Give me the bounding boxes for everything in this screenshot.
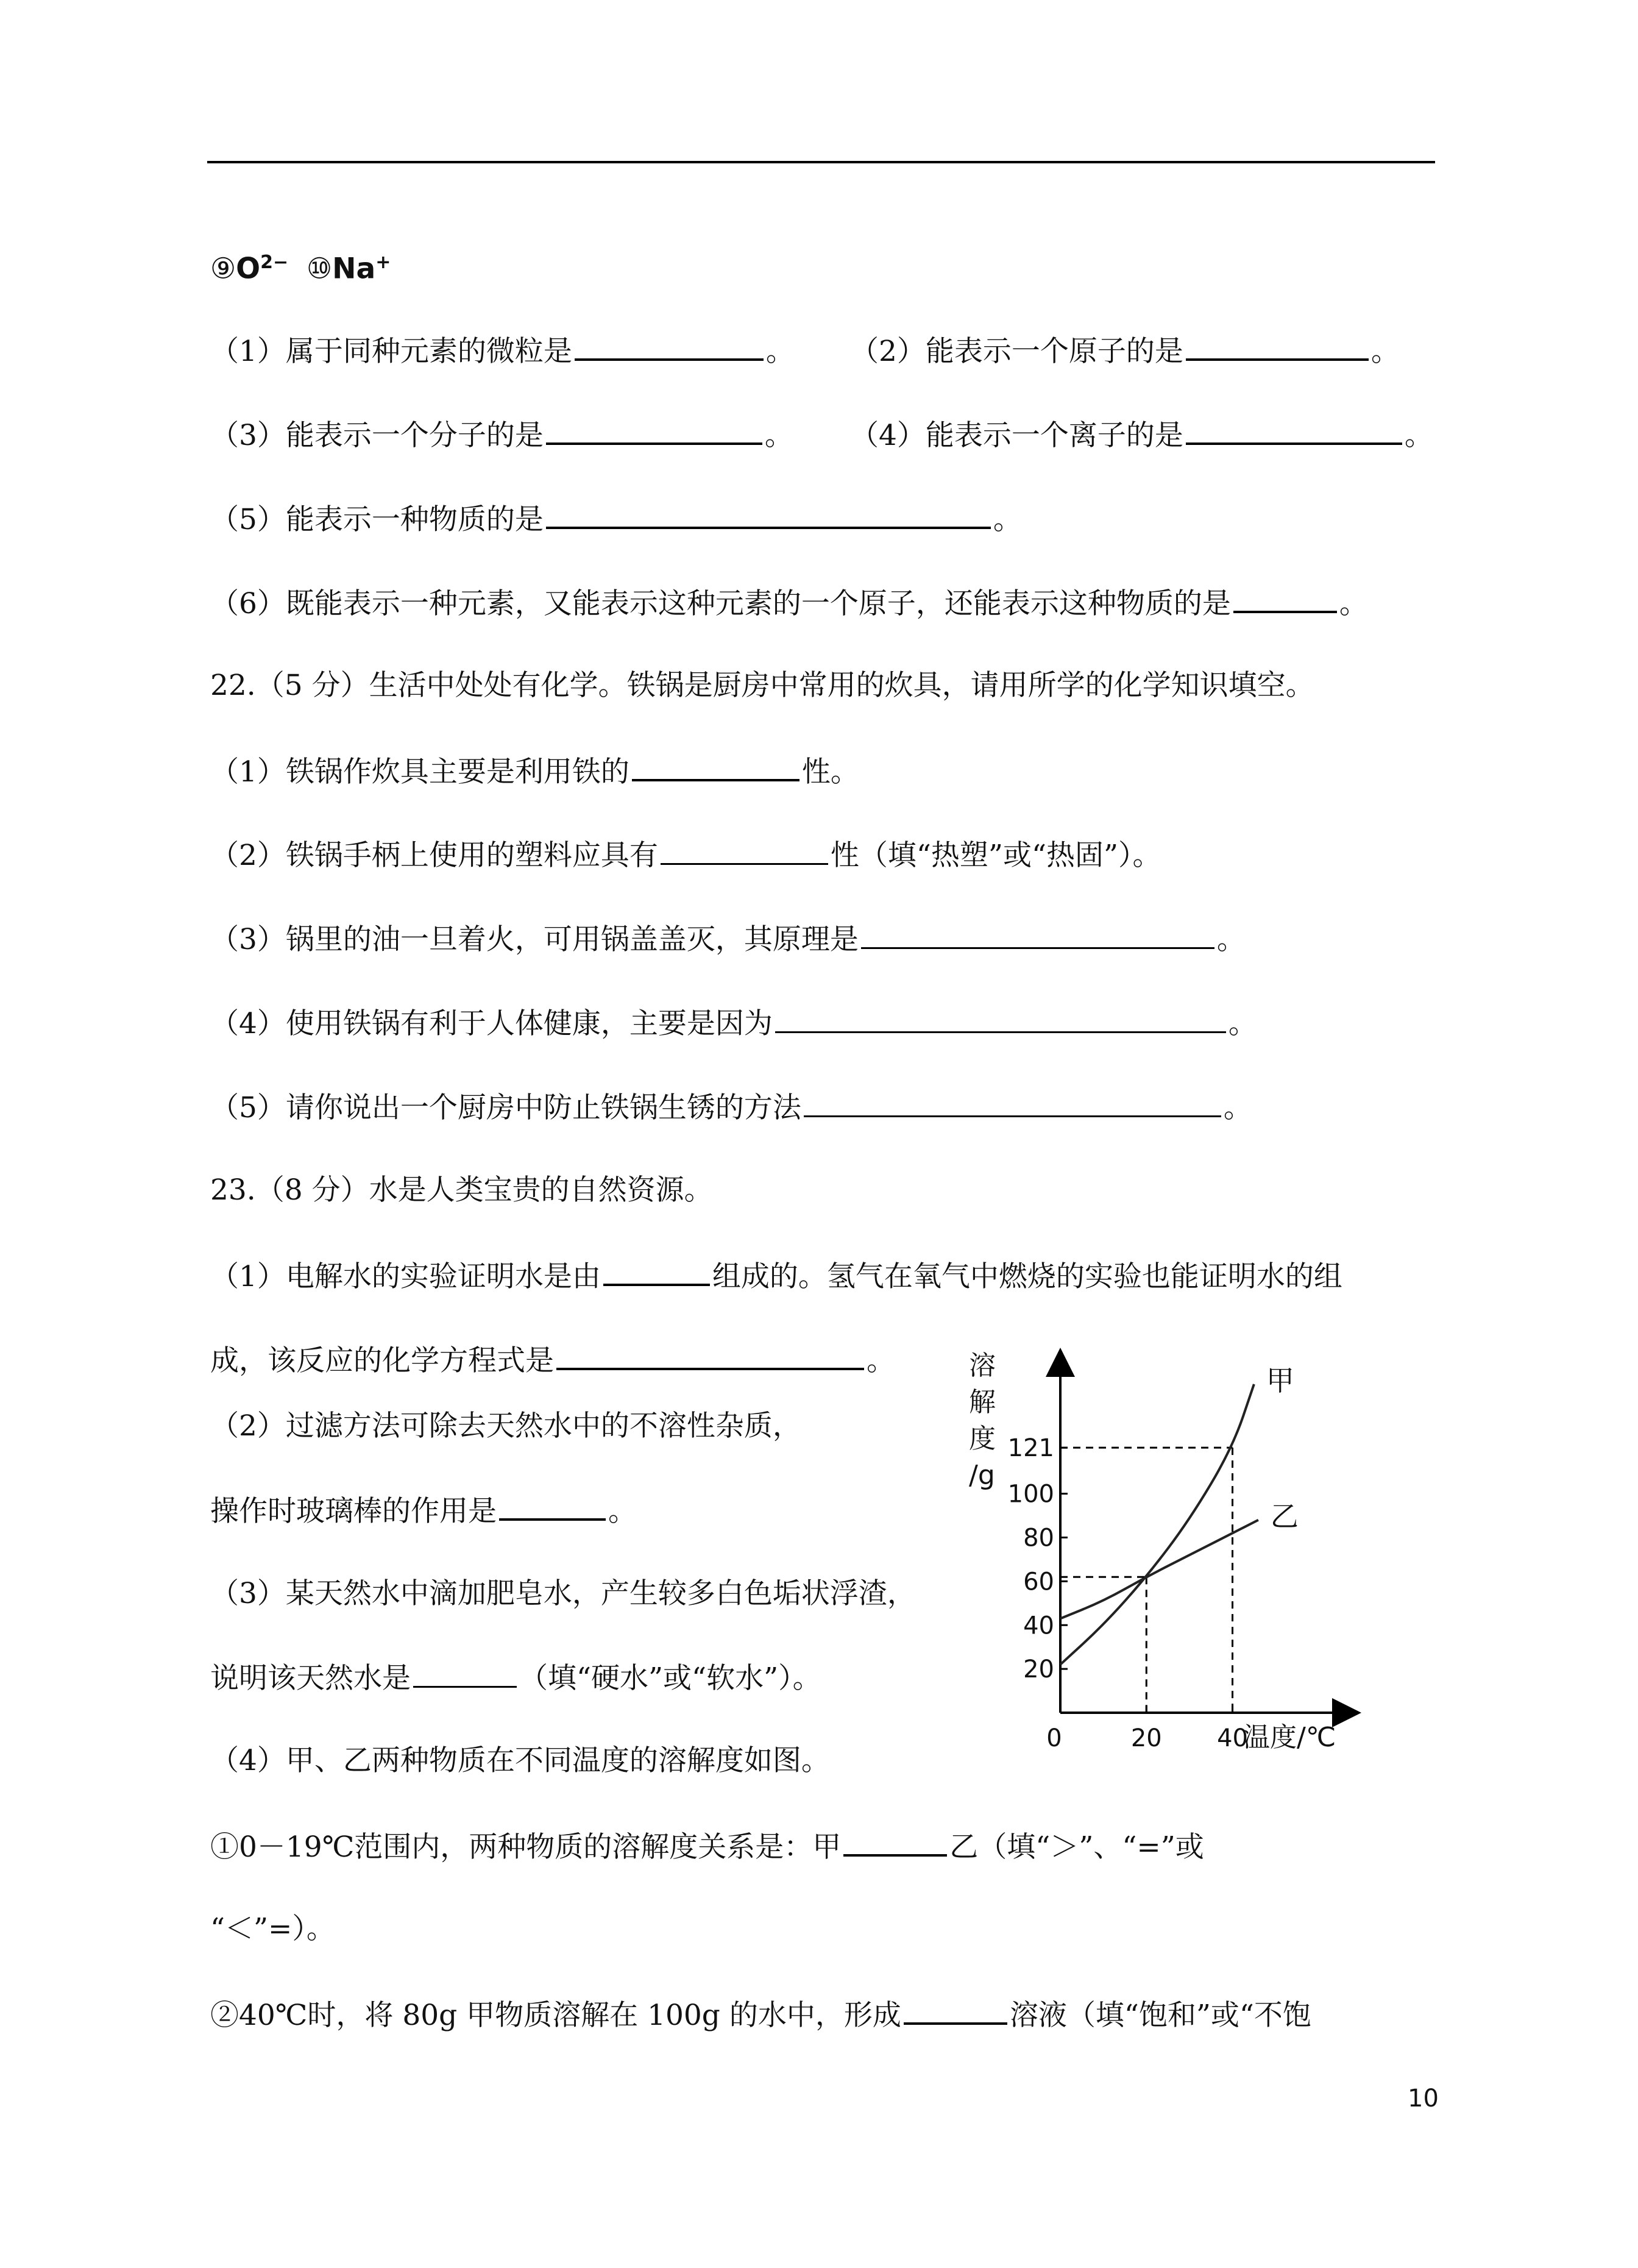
q22-title: 22.（5 分）生活中处处有化学。铁锅是厨房中常用的炊具，请用所学的化学知识填空。 [210,669,1314,702]
answer-blank[interactable] [804,1085,1221,1117]
answer-blank[interactable] [499,1488,606,1521]
y-tick-label: 20 [1023,1655,1054,1684]
q23-part3-line2-end: （填“硬水”或“软水”）。 [519,1662,821,1695]
q21-part6-text: （6）既能表示一种元素，又能表示这种元素的一个原子，还能表示这种物质的是 [210,587,1231,620]
series-curve-yi [1060,1520,1258,1619]
chart-labels [969,1350,1336,1753]
item9-mark: ⑨ [210,252,236,286]
q21-part5 [210,496,1022,541]
y-axis-label-char: /g [969,1460,995,1491]
x-axis-label: 温度/℃ [1243,1722,1336,1753]
x-tick-label: 20 [1130,1724,1162,1752]
q23-part2-line2 [210,1488,637,1533]
q22-part3-end: 。 [1216,923,1246,956]
q23-sub1-text: ①0－19℃范围内，两种物质的溶解度关系是：甲 [210,1830,842,1864]
q22-part1-text: （1）铁锅作炊具主要是利用铁的 [210,755,629,789]
answer-blank[interactable] [632,748,800,781]
sodium-ion-charge: + [375,252,391,273]
q23-sub2-continuation: 溶液（填“饱和”或“不饱 [1009,1999,1311,2032]
q22-part1 [210,748,859,794]
series-label: 甲 [1266,1363,1294,1397]
answer-blank[interactable] [843,1824,947,1857]
answer-blank[interactable] [556,1337,864,1370]
q23-part4: （4）甲、乙两种物质在不同温度的溶解度如图。 [210,1744,830,1777]
q21-part2-end: 。 [1370,335,1400,368]
q21-part1 [210,328,795,373]
q22-part5 [210,1085,1252,1129]
q21-part1-text: （1）属于同种元素的微粒是 [210,335,572,368]
q22-part5-end: 。 [1223,1091,1252,1125]
q23-sub1-line1 [210,1824,1204,1869]
q22-part3-text: （3）锅里的油一旦着火，可用锅盖盖灭，其原理是 [210,923,859,956]
q23-part1-line1 [210,1253,1342,1298]
q23-part1-line2-text: 成，该反应的化学方程式是 [210,1344,554,1378]
q23-sub2-text: ②40℃时，将 80g 甲物质溶解在 100g 的水中，形成 [210,1999,901,2032]
q23-part3-line1: （3）某天然水中滴加肥皂水，产生较多白色垢状浮渣， [210,1577,916,1610]
q22-part4-text: （4）使用铁锅有利于人体健康，主要是因为 [210,1007,773,1040]
q23-part2-line2-text: 操作时玻璃棒的作用是 [210,1495,497,1528]
q21-part6-end: 。 [1339,587,1368,620]
q21-part2-text: （2）能表示一个原子的是 [850,335,1183,368]
solubility-chart [951,1341,1371,1768]
q22-part5-text: （5）请你说出一个厨房中防止铁锅生锈的方法 [210,1091,801,1125]
q23-part1-text: （1）电解水的实验证明水是由 [210,1260,601,1293]
q23-sub1-continuation: 乙（填“＞”、“=”或 [949,1830,1204,1864]
y-tick-label: 40 [1023,1612,1054,1640]
q21-part4 [850,412,1433,457]
q23-part3-line2-text: 说明该天然水是 [210,1662,411,1695]
answer-blank[interactable] [861,917,1214,949]
answer-blank[interactable] [1186,412,1402,445]
y-axis-label-char: 溶 [969,1350,996,1381]
oxide-ion-symbol: O [236,252,261,286]
q23-part1-continuation: 组成的。氢气在氧气中燃烧的实验也能证明水的组 [712,1260,1342,1293]
y-tick-label: 100 [1007,1480,1054,1509]
q22-part2-text: （2）铁锅手柄上使用的塑料应具有 [210,839,658,872]
q23-part2-line1: （2）过滤方法可除去天然水中的不溶性杂质， [210,1409,801,1443]
sodium-ion-symbol: Na [332,252,376,286]
oxide-ion-charge: 2− [260,252,289,273]
y-tick-label: 80 [1023,1524,1054,1552]
answer-blank[interactable] [1233,580,1337,613]
y-tick-label: 60 [1023,1568,1054,1596]
answer-blank[interactable] [575,328,764,361]
q22-part4 [210,1001,1257,1045]
answer-blank[interactable] [546,496,991,529]
answer-blank[interactable] [1186,328,1369,361]
q23-sub2 [210,1992,1311,2037]
q22-part4-end: 。 [1228,1007,1257,1040]
q23-part2-line2-end: 。 [608,1495,637,1528]
q23-sub1-line2: “＜”=）。 [210,1912,335,1946]
q22-part1-end: 性。 [801,755,859,789]
q21-part2 [850,328,1400,373]
answer-blank[interactable] [603,1253,710,1286]
q21-part3-text: （3）能表示一个分子的是 [210,419,544,452]
q22-part3 [210,917,1246,961]
ions-line [210,241,391,291]
answer-blank[interactable] [546,412,762,445]
q23-part3-line2 [210,1655,821,1700]
q22-part2 [210,833,1161,877]
answer-blank[interactable] [661,833,828,865]
q23-part1-line2 [210,1337,895,1382]
y-axis-label-char: 度 [969,1423,996,1454]
q21-part3 [210,412,793,457]
q21-part6 [210,580,1368,625]
q21-part4-text: （4）能表示一个离子的是 [850,419,1183,452]
q21-part1-end: 。 [765,335,795,368]
q23-part1-line2-end: 。 [867,1344,895,1378]
chart-series [1060,1384,1258,1665]
q21-part5-text: （5）能表示一种物质的是 [210,503,544,536]
x-tick-label: 40 [1217,1724,1248,1752]
header-rule [207,161,1435,163]
x-tick-label: 0 [1046,1724,1062,1752]
series-label: 乙 [1270,1499,1299,1533]
y-tick-label: 121 [1007,1434,1054,1463]
chart-guides [1060,1448,1233,1713]
series-curve-jia [1060,1384,1254,1665]
q23-title: 23.（8 分）水是人类宝贵的自然资源。 [210,1173,713,1207]
q21-part3-end: 。 [764,419,793,452]
q21-part4-end: 。 [1404,419,1433,452]
page-number: 10 [1408,2085,1439,2113]
answer-blank[interactable] [413,1655,517,1688]
q22-part2-end: 性（填“热塑”或“热固”）。 [830,839,1161,872]
item10-mark: ⑩ [307,252,333,286]
answer-blank[interactable] [775,1001,1226,1033]
y-axis-label-char: 解 [969,1387,996,1418]
chart-axes [1060,1362,1347,1713]
answer-blank[interactable] [904,1992,1007,2025]
q21-part5-end: 。 [993,503,1022,536]
